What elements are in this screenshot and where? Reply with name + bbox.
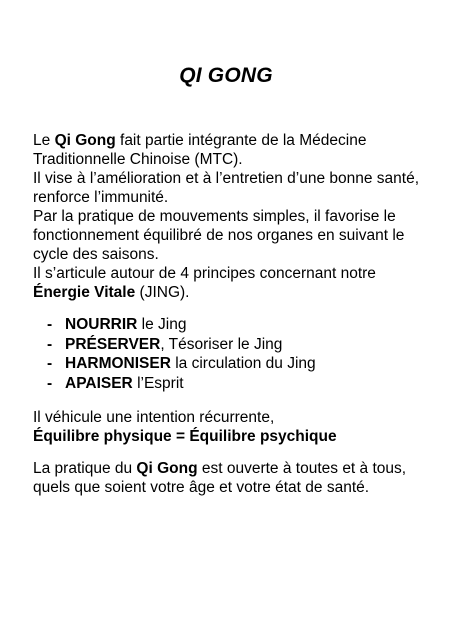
- principle-text: le Jing: [137, 316, 187, 333]
- closing-bold: Qi Gong: [136, 460, 198, 477]
- closing-pre: La pratique du: [33, 460, 137, 477]
- closing-section: [33, 459, 428, 497]
- principle-text: , Tésoriser le Jing: [160, 335, 283, 353]
- list-dash: -: [47, 374, 53, 392]
- intro-line4-pre: Il s’articule autour de 4 principes concernant notre: [33, 265, 376, 282]
- principle-keyword: HARMONISER: [65, 355, 171, 372]
- intro-line4-bold: Énergie Vitale: [33, 284, 136, 301]
- list-item: [47, 315, 428, 335]
- principle-keyword: PRÉSERVER: [65, 335, 161, 353]
- principle-keyword: APAISER: [65, 374, 133, 392]
- intro-paragraph-1: [33, 131, 428, 169]
- document-body: [33, 131, 428, 497]
- list-item: [47, 335, 428, 355]
- list-dash: -: [47, 355, 53, 372]
- principles-list: [47, 315, 428, 393]
- list-dash: -: [47, 316, 53, 333]
- intro-line1-post: fait partie intégrante de la Médecine Traditionnelle Chinoise (MTC).: [33, 132, 367, 168]
- closing-post: est ouverte à toutes et à tous, quels que soient votre âge et votre état de santé.: [33, 460, 407, 496]
- list-dash: -: [47, 335, 53, 353]
- closing-paragraph: [33, 459, 428, 497]
- page-title: QI GONG: [179, 64, 273, 87]
- list-item: [47, 354, 428, 374]
- intro-paragraph-4: [33, 264, 428, 302]
- intro-section: [33, 131, 428, 302]
- principle-text: la circulation du Jing: [170, 355, 316, 372]
- intro-line1-bold: Qi Gong: [54, 132, 116, 149]
- intention-equation-bold: Équilibre physique = Équilibre psychique: [33, 428, 337, 445]
- intro-line1-pre: Le: [33, 132, 55, 149]
- intention-equation: [33, 427, 428, 446]
- intro-paragraph-2: Il vise à l’amélioration et à l’entretien d’une bonne santé, renforce l’immunité.: [33, 170, 420, 206]
- list-item: [47, 374, 428, 394]
- principle-text: l’Esprit: [132, 374, 184, 392]
- intro-line4-post: (JING).: [135, 284, 190, 301]
- principle-keyword: NOURRIR: [65, 316, 138, 333]
- intention-section: [33, 408, 428, 446]
- intention-line: Il véhicule une intention récurrente,: [33, 409, 275, 426]
- intro-paragraph-3: Par la pratique de mouvements simples, il favorise le fonctionnement équilibré de nos organes en suivant le cycle des saisons.: [33, 208, 405, 263]
